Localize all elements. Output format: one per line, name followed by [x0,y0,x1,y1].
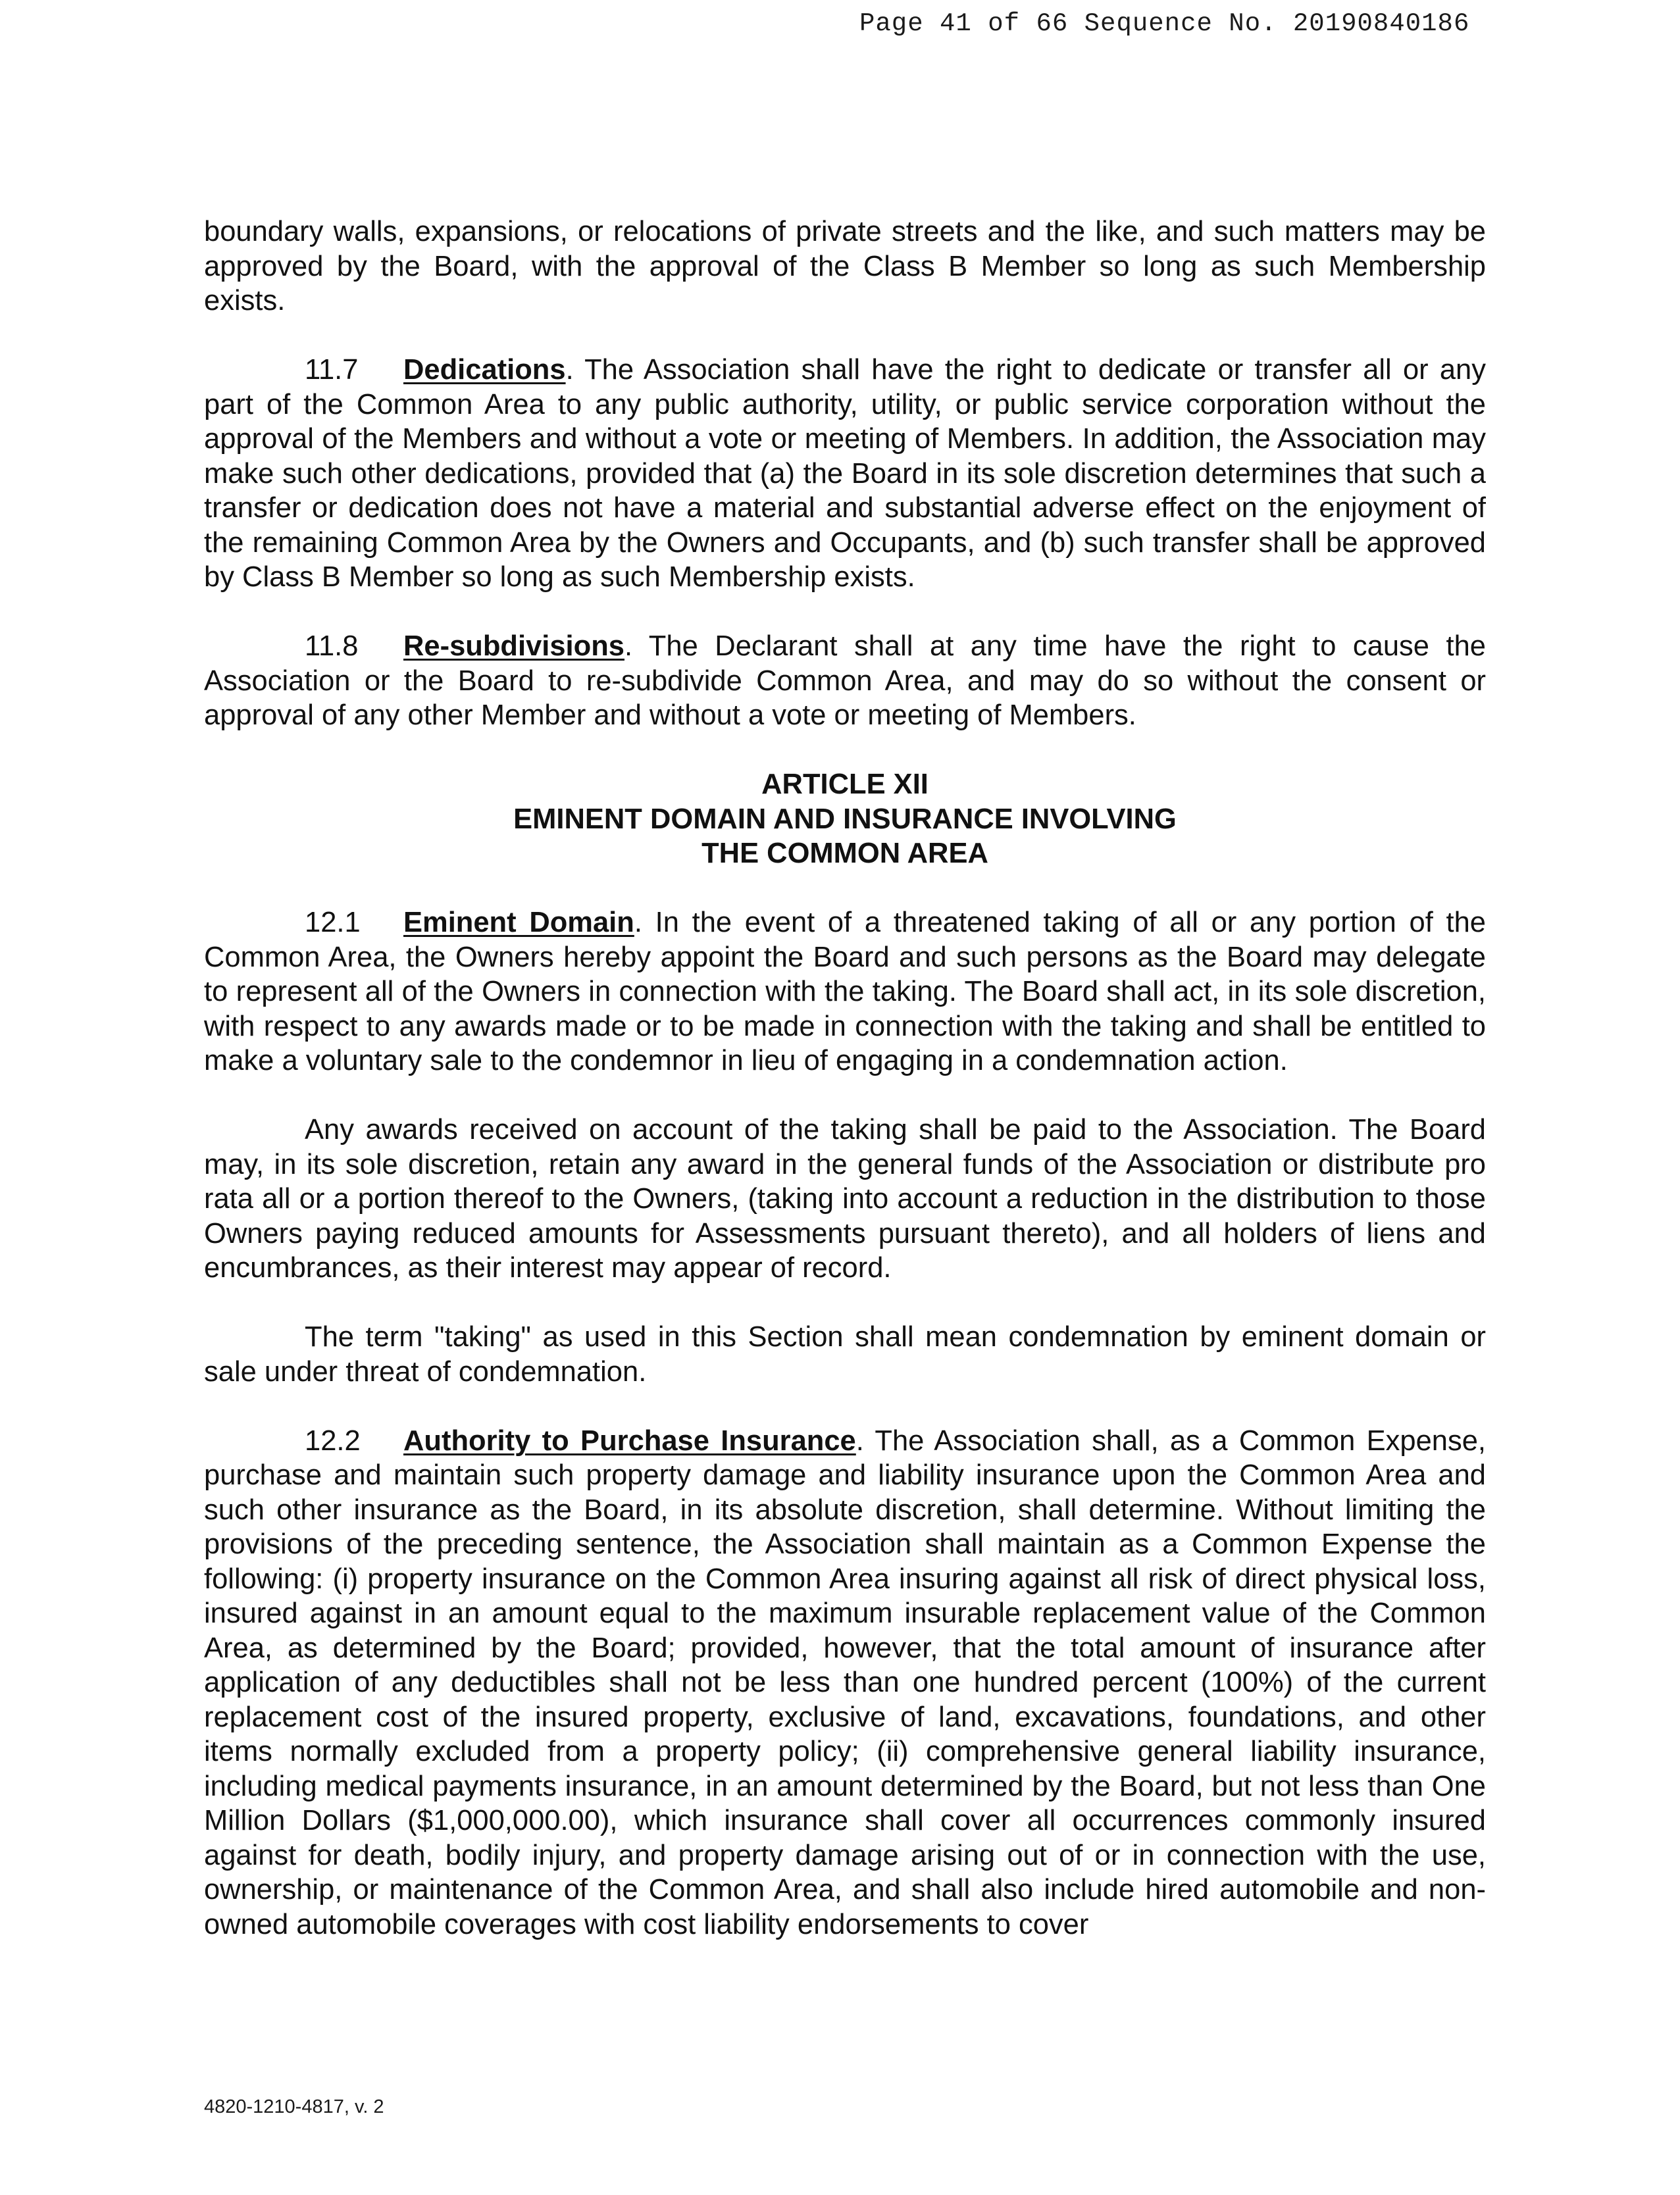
document-body [204,214,1486,1977]
section-title: Re-subdivisions [403,630,624,662]
section-number: 11.7 [305,354,359,386]
section-12-2 [204,1424,1486,1942]
paragraph-continuation: boundary walls, expansions, or relocations of private streets and the like, and such matters may be approved by the Board, with the approval of the Class B Member so long as such Membership exists. [204,216,1486,316]
section-11-8 [204,629,1486,733]
section-number: 12.1 [305,907,361,938]
section-text: . In the event of a threatened taking of all or any portion of the Common Area, the Owners hereby appoint the Board and such persons as the Board may delegate to represent all of the Owners in connection with the taking. The Board shall act, in its sole discretion, with respect to any awards made or to be made in connection with the taking and shall be entitled to make a voluntary sale to the condemnor in lieu of engaging in a condemnation action. [204,907,1486,1076]
paragraph-awards: Any awards received on account of the taking shall be paid to the Association. The Board may, in its sole discretion, retain any award in the general funds of the Association or distribute pro rata all or a portion thereof to the Owners, (taking into account a reduction in the distribution to those Owners paying reduced amounts for Assessments pursuant thereto), and all holders of liens and encumbrances, as their interest may appear of record. [204,1114,1486,1284]
paragraph-taking: The term "taking" as used in this Section shall mean condemnation by eminent domain or sale under threat of condemnation. [204,1321,1486,1388]
section-text: . The Association shall, as a Common Expense, purchase and maintain such property damage and liability insurance upon the Common Area and such other insurance as the Board, in its absolute discretion, shall determine. Without limiting the provisions of the preceding sentence, the Association shall maintain as a Common Expense the following: (i) property insurance on the Common Area insuring against all risk of direct physical loss, insured against in an amount equal to the maximum insurable replacement value of the Common Area, as determined by the Board; provided, however, that the total amount of insurance after application of any deductibles shall not be less than one hundred percent (100%) of the current replacement cost of the insured property, exclusive of land, excavations, foundations, and other items normally excluded from a property policy; (ii) comprehensive general liability insurance, including medical payments insurance, in an amount determined by the Board, but not less than One Million Dollars ($1,000,000.00), which insurance shall cover all occurrences commonly insured against for death, bodily injury, and property damage arising out of or in connection with the use, ownership, or maintenance of the Common Area, and shall also include hired automobile and non-owned automobile coverages with cost liability endorsements to cover [204,1425,1486,1940]
section-12-1 [204,905,1486,1078]
section-number: 12.2 [305,1425,361,1457]
section-number: 11.8 [305,630,359,662]
article-number: ARTICLE XII [761,769,929,800]
section-title: Dedications [403,354,566,386]
page-header: Page 41 of 66 Sequence No. 20190840186 [859,9,1470,38]
section-text: . The Association shall have the right to dedicate or transfer all or any part of the Common Area to any public authority, utility, or public service corporation without the approval of the Members and without a vote or meeting of Members. In addition, the Association may make such other dedications, provided that (a) the Board in its sole discretion determines that such a transfer or dedication does not have a material and substantial adverse effect on the enjoyment of the remaining Common Area by the Owners and Occupants, and (b) such transfer shall be approved by Class B Member so long as such Membership exists. [204,354,1486,593]
footer-doc-id: 4820-1210-4817, v. 2 [204,2096,384,2117]
article-heading [204,767,1486,871]
section-title: Authority to Purchase Insurance [403,1425,856,1457]
article-title-line-1: EMINENT DOMAIN AND INSURANCE INVOLVING [513,803,1177,835]
article-title-line-2: THE COMMON AREA [701,838,988,869]
section-title: Eminent Domain [403,907,634,938]
section-text: . The Declarant shall at any time have the right to cause the Association or the Board to re-subdivide Common Area, and may do so without the consent or approval of any other Member and without a vote or meeting of Members. [204,630,1486,731]
section-11-7 [204,353,1486,595]
